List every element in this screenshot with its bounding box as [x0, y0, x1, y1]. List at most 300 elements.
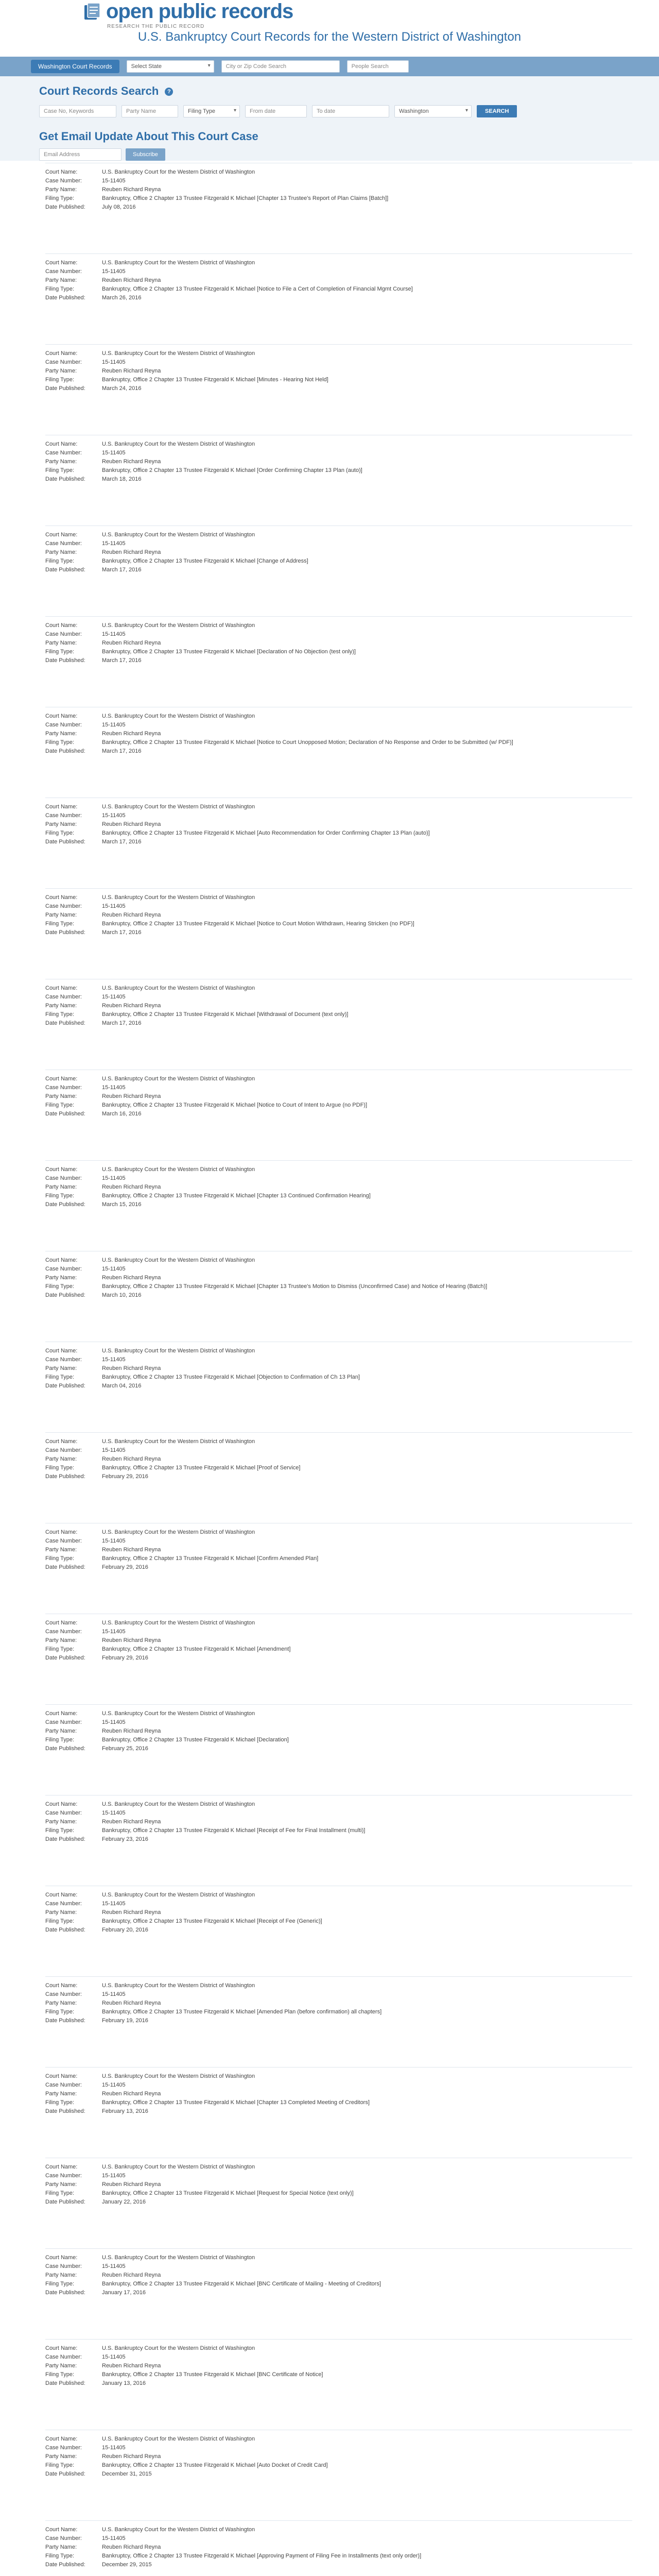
filing-type-label: Filing Type:: [45, 1011, 75, 1018]
filing-type-row: [45, 285, 632, 293]
filing-type-select[interactable]: [183, 105, 240, 117]
court-name-label: Court Name:: [45, 1438, 78, 1445]
court-name-row: [45, 1257, 632, 1264]
court-name-row: [45, 1529, 632, 1536]
party-name-value: Reuben Richard Reyna: [102, 1637, 161, 1643]
date-published-label: Date Published:: [45, 1020, 85, 1026]
date-published-value: March 17, 2016: [102, 567, 142, 573]
filing-type-row: [45, 2190, 632, 2197]
court-name-label: Court Name:: [45, 1076, 78, 1082]
date-published-label: Date Published:: [45, 2471, 85, 2477]
party-name-value: Reuben Richard Reyna: [102, 2091, 161, 2097]
question-icon[interactable]: ?: [165, 88, 173, 96]
date-published-value: December 31, 2015: [102, 2471, 152, 2477]
filing-type-row: [45, 557, 632, 565]
case-number-label: Case Number:: [45, 994, 82, 1000]
chevron-down-icon: ▾: [207, 63, 211, 69]
case-number-value: 15-11405: [102, 359, 126, 365]
date-published-label: Date Published:: [45, 204, 85, 210]
filing-type-label: Filing Type:: [45, 1374, 75, 1380]
filing-type-row: [45, 376, 632, 383]
filing-type-row: [45, 2371, 632, 2378]
party-name-row: [45, 458, 632, 465]
case-number-label: Case Number:: [45, 178, 82, 184]
court-name-row: [45, 2254, 632, 2261]
case-number-value: 15-11405: [102, 2445, 126, 2451]
filing-type-row: [45, 829, 632, 837]
case-number-value: 15-11405: [102, 268, 126, 275]
filing-type-row: [45, 1827, 632, 1834]
case-number-row: [45, 359, 632, 366]
court-name-row: [45, 259, 632, 266]
case-number-value: 15-11405: [102, 631, 126, 637]
to-date-input[interactable]: To date: [312, 105, 389, 117]
date-published-row: [45, 1836, 632, 1843]
court-name-value: U.S. Bankruptcy Court for the Western District of Washington: [102, 1076, 255, 1082]
party-name-label: Party Name:: [45, 2272, 77, 2278]
filing-type-value: Bankruptcy, Office 2 Chapter 13 Trustee Fitzgerald K Michael [Receipt of Fee (Generic)]: [102, 1918, 322, 1924]
court-name-label: Court Name:: [45, 532, 78, 538]
court-name-value: U.S. Bankruptcy Court for the Western District of Washington: [102, 1257, 255, 1263]
case-number-row: [45, 631, 632, 638]
date-published-label: Date Published:: [45, 2018, 85, 2024]
search-form: [39, 105, 517, 117]
filing-type-label: Filing Type:: [45, 2190, 75, 2196]
date-published-value: February 29, 2016: [102, 1473, 148, 1480]
case-number-value: 15-11405: [102, 722, 126, 728]
court-name-value: U.S. Bankruptcy Court for the Western District of Washington: [102, 894, 255, 901]
party-name-label: Party Name:: [45, 2091, 77, 2097]
date-published-row: [45, 2289, 632, 2296]
date-published-value: March 26, 2016: [102, 295, 142, 301]
record-item: [45, 707, 632, 798]
record-item: [45, 526, 632, 616]
record-item: [45, 979, 632, 1070]
court-name-label: Court Name:: [45, 2345, 78, 2351]
nav-court-records-button[interactable]: Washington Court Records: [31, 60, 119, 73]
record-item: [45, 616, 632, 707]
filing-type-row: [45, 1555, 632, 1562]
filing-type-label: Filing Type:: [45, 2462, 75, 2468]
party-name-label: Party Name:: [45, 1275, 77, 1281]
case-number-row: [45, 177, 632, 184]
party-name-input[interactable]: Party Name: [122, 105, 178, 117]
filing-type-label: Filing Type:: [45, 467, 75, 473]
case-number-row: [45, 1084, 632, 1091]
court-name-value: U.S. Bankruptcy Court for the Western District of Washington: [102, 441, 255, 447]
logo-icon: [82, 1, 103, 22]
court-name-value: U.S. Bankruptcy Court for the Western District of Washington: [102, 622, 255, 629]
filing-type-value: Bankruptcy, Office 2 Chapter 13 Trustee Fitzgerald K Michael [Notice to File a Cert of Completion of Financial Mgmt Course]: [102, 286, 413, 292]
case-number-row: [45, 2081, 632, 2089]
case-number-value: 15-11405: [102, 1538, 126, 1544]
party-name-label: Party Name:: [45, 1637, 77, 1643]
district-select-value: Washington: [399, 108, 429, 114]
record-item: [45, 1070, 632, 1160]
date-published-value: July 08, 2016: [102, 204, 136, 210]
case-number-row: [45, 2353, 632, 2361]
date-published-label: Date Published:: [45, 2108, 85, 2114]
filing-type-value: Bankruptcy, Office 2 Chapter 13 Trustee Fitzgerald K Michael [Amended Plan (before confirmation) all chapters]: [102, 2009, 382, 2015]
record-item: [45, 344, 632, 435]
people-search-input[interactable]: People Search: [347, 60, 409, 73]
party-name-label: Party Name:: [45, 2000, 77, 2006]
records-list: [45, 163, 632, 2576]
party-name-value: Reuben Richard Reyna: [102, 1909, 161, 1916]
court-name-label: Court Name:: [45, 2164, 78, 2170]
party-name-value: Reuben Richard Reyna: [102, 1184, 161, 1190]
court-name-row: [45, 985, 632, 992]
record-item: [45, 1251, 632, 1342]
filing-type-label: Filing Type:: [45, 1827, 75, 1834]
party-name-row: [45, 549, 632, 556]
date-published-row: [45, 657, 632, 664]
record-item: [45, 1795, 632, 1886]
court-name-value: U.S. Bankruptcy Court for the Western District of Washington: [102, 1982, 255, 1989]
party-name-label: Party Name:: [45, 2544, 77, 2550]
filing-type-label: Filing Type:: [45, 1918, 75, 1924]
filing-type-value: Bankruptcy, Office 2 Chapter 13 Trustee Fitzgerald K Michael [Notice to Court Unopposed Motion; Declaration of No Response and Order to be Submitted (w/ PDF)]: [102, 739, 513, 745]
party-name-row: [45, 1818, 632, 1825]
case-number-value: 15-11405: [102, 994, 126, 1000]
court-name-row: [45, 2435, 632, 2443]
date-published-row: [45, 929, 632, 936]
case-number-row: [45, 540, 632, 547]
date-published-value: March 10, 2016: [102, 1292, 142, 1298]
filing-type-value: Bankruptcy, Office 2 Chapter 13 Trustee Fitzgerald K Michael [Chapter 13 Trustee's Motion to Dismiss (Unconfirmed Case) and Notice of Hearing (Batch)]: [102, 1283, 488, 1290]
case-number-value: 15-11405: [102, 2535, 126, 2541]
date-published-row: [45, 2561, 632, 2568]
party-name-label: Party Name:: [45, 1728, 77, 1734]
case-number-row: [45, 1809, 632, 1817]
filing-type-value: Bankruptcy, Office 2 Chapter 13 Trustee Fitzgerald K Michael [Order Confirming Chapter 13 Plan (auto)]: [102, 467, 362, 473]
record-item: [45, 253, 632, 344]
date-published-value: December 29, 2015: [102, 2562, 152, 2568]
court-name-row: [45, 168, 632, 176]
filing-type-label: Filing Type:: [45, 1102, 75, 1108]
date-published-value: January 13, 2016: [102, 2380, 146, 2386]
case-number-label: Case Number:: [45, 1629, 82, 1635]
case-number-value: 15-11405: [102, 1810, 126, 1816]
filing-type-label: Filing Type:: [45, 377, 75, 383]
record-item: [45, 2248, 632, 2339]
record-item: [45, 163, 632, 253]
logo-text: open public records: [106, 0, 293, 23]
filing-type-label: Filing Type:: [45, 1555, 75, 1562]
case-number-row: [45, 2444, 632, 2451]
record-item: [45, 1342, 632, 1432]
court-name-row: [45, 1891, 632, 1899]
filing-type-value: Bankruptcy, Office 2 Chapter 13 Trustee Fitzgerald K Michael [Receipt of Fee for Final Installment (multi)]: [102, 1827, 366, 1834]
filing-type-label: Filing Type:: [45, 921, 75, 927]
record-item: [45, 1432, 632, 1523]
filing-type-value: Bankruptcy, Office 2 Chapter 13 Trustee Fitzgerald K Michael [Minutes - Hearing Not Held]: [102, 377, 328, 383]
court-name-label: Court Name:: [45, 1982, 78, 1989]
court-name-label: Court Name:: [45, 2073, 78, 2079]
date-published-value: March 04, 2016: [102, 1383, 142, 1389]
site-logo[interactable]: [82, 1, 293, 22]
case-number-label: Case Number:: [45, 812, 82, 819]
case-number-value: 15-11405: [102, 1991, 126, 1997]
record-item: [45, 1160, 632, 1251]
date-published-row: [45, 1654, 632, 1662]
case-number-label: Case Number:: [45, 1357, 82, 1363]
date-published-label: Date Published:: [45, 1836, 85, 1842]
date-published-value: February 25, 2016: [102, 1745, 148, 1752]
record-item: [45, 2520, 632, 2576]
party-name-value: Reuben Richard Reyna: [102, 459, 161, 465]
party-name-value: Reuben Richard Reyna: [102, 912, 161, 918]
court-name-value: U.S. Bankruptcy Court for the Western District of Washington: [102, 2436, 255, 2442]
date-published-row: [45, 2108, 632, 2115]
email-address-input[interactable]: Email Address: [39, 148, 122, 161]
filing-type-value: Bankruptcy, Office 2 Chapter 13 Trustee Fitzgerald K Michael [Chapter 13 Completed Meeting of Creditors]: [102, 2099, 370, 2106]
record-item: [45, 2158, 632, 2248]
date-published-row: [45, 1020, 632, 1027]
filing-type-value: Bankruptcy, Office 2 Chapter 13 Trustee Fitzgerald K Michael [Objection to Confirmation of Ch 13 Plan]: [102, 1374, 360, 1380]
date-published-value: February 20, 2016: [102, 1927, 148, 1933]
filing-type-row: [45, 1464, 632, 1471]
record-item: [45, 1523, 632, 1614]
case-number-label: Case Number:: [45, 722, 82, 728]
case-number-label: Case Number:: [45, 1266, 82, 1272]
party-name-value: Reuben Richard Reyna: [102, 821, 161, 827]
case-number-label: Case Number:: [45, 359, 82, 365]
court-name-value: U.S. Bankruptcy Court for the Western District of Washington: [102, 1529, 255, 1535]
party-name-value: Reuben Richard Reyna: [102, 1365, 161, 1371]
date-published-label: Date Published:: [45, 295, 85, 301]
filing-type-value: Bankruptcy, Office 2 Chapter 13 Trustee Fitzgerald K Michael [Declaration of No Objection (test only)]: [102, 649, 356, 655]
case-number-label: Case Number:: [45, 2082, 82, 2088]
date-published-label: Date Published:: [45, 1473, 85, 1480]
filing-type-row: [45, 195, 632, 202]
court-name-label: Court Name:: [45, 622, 78, 629]
case-number-row: [45, 1628, 632, 1635]
date-published-label: Date Published:: [45, 1292, 85, 1298]
party-name-value: Reuben Richard Reyna: [102, 1003, 161, 1009]
date-published-row: [45, 1473, 632, 1480]
party-name-row: [45, 1909, 632, 1916]
court-name-row: [45, 803, 632, 810]
email-update-form: [39, 148, 165, 161]
date-published-row: [45, 294, 632, 301]
case-number-value: 15-11405: [102, 812, 126, 819]
record-item: [45, 798, 632, 888]
court-name-row: [45, 1075, 632, 1082]
date-published-label: Date Published:: [45, 1201, 85, 1208]
party-name-row: [45, 1002, 632, 1009]
case-number-row: [45, 1719, 632, 1726]
party-name-label: Party Name:: [45, 1365, 77, 1371]
court-name-row: [45, 1982, 632, 1989]
party-name-label: Party Name:: [45, 2363, 77, 2369]
filing-type-row: [45, 739, 632, 746]
party-name-value: Reuben Richard Reyna: [102, 2000, 161, 2006]
date-published-row: [45, 385, 632, 392]
date-published-value: March 24, 2016: [102, 385, 142, 392]
party-name-value: Reuben Richard Reyna: [102, 1456, 161, 1462]
filing-type-row: [45, 2280, 632, 2287]
case-number-label: Case Number:: [45, 1991, 82, 1997]
court-name-value: U.S. Bankruptcy Court for the Western District of Washington: [102, 2073, 255, 2079]
record-item: [45, 1886, 632, 1976]
case-number-value: 15-11405: [102, 540, 126, 547]
party-name-value: Reuben Richard Reyna: [102, 1093, 161, 1099]
court-name-row: [45, 350, 632, 357]
search-title-text: Court Records Search: [39, 84, 159, 97]
court-name-row: [45, 622, 632, 629]
city-zip-input[interactable]: City or Zip Code Search: [221, 60, 340, 73]
district-select[interactable]: [394, 105, 472, 117]
case-number-row: [45, 812, 632, 819]
date-published-label: Date Published:: [45, 2199, 85, 2205]
party-name-label: Party Name:: [45, 277, 77, 283]
search-button[interactable]: SEARCH: [477, 105, 517, 117]
case-number-value: 15-11405: [102, 1629, 126, 1635]
party-name-row: [45, 639, 632, 647]
record-item: [45, 2339, 632, 2430]
record-item: [45, 435, 632, 526]
filing-type-value: Bankruptcy, Office 2 Chapter 13 Trustee Fitzgerald K Michael [Declaration]: [102, 1737, 289, 1743]
date-published-label: Date Published:: [45, 1383, 85, 1389]
party-name-row: [45, 911, 632, 919]
party-name-row: [45, 730, 632, 737]
court-name-label: Court Name:: [45, 2436, 78, 2442]
case-number-value: 15-11405: [102, 1175, 126, 1181]
court-name-row: [45, 1438, 632, 1445]
party-name-label: Party Name:: [45, 1003, 77, 1009]
subscribe-button[interactable]: Subscribe: [126, 148, 165, 161]
case-number-label: Case Number:: [45, 1084, 82, 1091]
filing-type-value: Bankruptcy, Office 2 Chapter 13 Trustee Fitzgerald K Michael [Confirm Amended Plan]: [102, 1555, 319, 1562]
case-number-row: [45, 449, 632, 456]
filing-type-label: Filing Type:: [45, 1737, 75, 1743]
case-number-row: [45, 1537, 632, 1545]
court-name-value: U.S. Bankruptcy Court for the Western District of Washington: [102, 1892, 255, 1898]
date-published-label: Date Published:: [45, 1745, 85, 1752]
party-name-label: Party Name:: [45, 1456, 77, 1462]
court-name-label: Court Name:: [45, 441, 78, 447]
party-name-row: [45, 186, 632, 193]
filing-type-value: Bankruptcy, Office 2 Chapter 13 Trustee Fitzgerald K Michael [Chapter 13 Continued Confirmation Hearing]: [102, 1193, 371, 1199]
case-number-row: [45, 2263, 632, 2270]
date-published-row: [45, 2380, 632, 2387]
court-name-value: U.S. Bankruptcy Court for the Western District of Washington: [102, 2345, 255, 2351]
date-published-label: Date Published:: [45, 2290, 85, 2296]
date-published-value: February 23, 2016: [102, 1836, 148, 1842]
case-number-label: Case Number:: [45, 903, 82, 909]
from-date-input[interactable]: From date: [245, 105, 307, 117]
party-name-value: Reuben Richard Reyna: [102, 277, 161, 283]
party-name-row: [45, 1183, 632, 1191]
record-item: [45, 1976, 632, 2067]
filing-type-value: Bankruptcy, Office 2 Chapter 13 Trustee Fitzgerald K Michael [Chapter 13 Trustee's Report of Plan Claims [Batch]]: [102, 195, 389, 201]
filing-type-row: [45, 2462, 632, 2469]
case-number-label: Case Number:: [45, 1810, 82, 1816]
party-name-value: Reuben Richard Reyna: [102, 2363, 161, 2369]
date-published-value: March 16, 2016: [102, 1111, 142, 1117]
court-name-label: Court Name:: [45, 1257, 78, 1263]
court-name-label: Court Name:: [45, 2527, 78, 2533]
date-published-row: [45, 566, 632, 573]
court-name-value: U.S. Bankruptcy Court for the Western District of Washington: [102, 1348, 255, 1354]
date-published-label: Date Published:: [45, 2380, 85, 2386]
filing-type-row: [45, 467, 632, 474]
filing-type-label: Filing Type:: [45, 2371, 75, 2378]
case-number-label: Case Number:: [45, 2445, 82, 2451]
filing-type-row: [45, 1736, 632, 1743]
date-published-label: Date Published:: [45, 567, 85, 573]
party-name-label: Party Name:: [45, 1547, 77, 1553]
filing-type-value: Bankruptcy, Office 2 Chapter 13 Trustee Fitzgerald K Michael [Withdrawal of Document (text only)]: [102, 1011, 349, 1018]
case-number-value: 15-11405: [102, 2263, 126, 2269]
date-published-label: Date Published:: [45, 929, 85, 936]
party-name-value: Reuben Richard Reyna: [102, 2544, 161, 2550]
date-published-label: Date Published:: [45, 657, 85, 664]
court-name-row: [45, 1710, 632, 1717]
party-name-row: [45, 2181, 632, 2188]
case-number-row: [45, 1447, 632, 1454]
date-published-row: [45, 2198, 632, 2206]
party-name-row: [45, 1999, 632, 2007]
party-name-row: [45, 2362, 632, 2369]
chevron-down-icon: ▾: [465, 108, 468, 113]
court-name-row: [45, 531, 632, 538]
state-select-value: Select State: [131, 63, 162, 70]
filing-type-row: [45, 1283, 632, 1290]
case-number-value: 15-11405: [102, 1901, 126, 1907]
state-select[interactable]: [127, 60, 214, 73]
case-number-row: [45, 1265, 632, 1273]
filing-type-value: Bankruptcy, Office 2 Chapter 13 Trustee Fitzgerald K Michael [BNC Certificate of Mailing - Meeting of Creditors]: [102, 2281, 381, 2287]
case-keyword-input[interactable]: Case No, Keywords: [39, 105, 116, 117]
court-name-row: [45, 894, 632, 901]
logo-tagline: RESEARCH THE PUBLIC RECORD: [107, 24, 205, 29]
court-name-value: U.S. Bankruptcy Court for the Western District of Washington: [102, 804, 255, 810]
party-name-label: Party Name:: [45, 187, 77, 193]
case-number-row: [45, 1900, 632, 1907]
filing-type-row: [45, 1192, 632, 1199]
filing-type-label: Filing Type:: [45, 1465, 75, 1471]
court-name-row: [45, 2526, 632, 2533]
filing-type-value: Bankruptcy, Office 2 Chapter 13 Trustee Fitzgerald K Michael [Auto Recommendation for Order Confirming Chapter 13 Plan (auto)]: [102, 830, 430, 836]
party-name-value: Reuben Richard Reyna: [102, 2272, 161, 2278]
party-name-label: Party Name:: [45, 2453, 77, 2460]
party-name-row: [45, 2272, 632, 2279]
date-published-label: Date Published:: [45, 748, 85, 754]
court-name-label: Court Name:: [45, 1710, 78, 1717]
filing-type-label: Filing Type:: [45, 195, 75, 201]
case-number-value: 15-11405: [102, 2082, 126, 2088]
search-title: [39, 84, 173, 98]
court-name-label: Court Name:: [45, 1620, 78, 1626]
date-published-label: Date Published:: [45, 2562, 85, 2568]
date-published-row: [45, 476, 632, 483]
page-title: U.S. Bankruptcy Court Records for the Western District of Washington: [137, 30, 522, 44]
party-name-label: Party Name:: [45, 731, 77, 737]
date-published-value: March 17, 2016: [102, 657, 142, 664]
date-published-row: [45, 748, 632, 755]
filing-type-label: Filing Type:: [45, 1283, 75, 1290]
date-published-value: March 17, 2016: [102, 1020, 142, 1026]
court-name-label: Court Name:: [45, 1801, 78, 1807]
court-name-row: [45, 2163, 632, 2171]
party-name-row: [45, 1365, 632, 1372]
filing-type-select-value: Filing Type: [188, 108, 215, 114]
filing-type-row: [45, 1101, 632, 1109]
court-name-label: Court Name:: [45, 1529, 78, 1535]
party-name-row: [45, 821, 632, 828]
